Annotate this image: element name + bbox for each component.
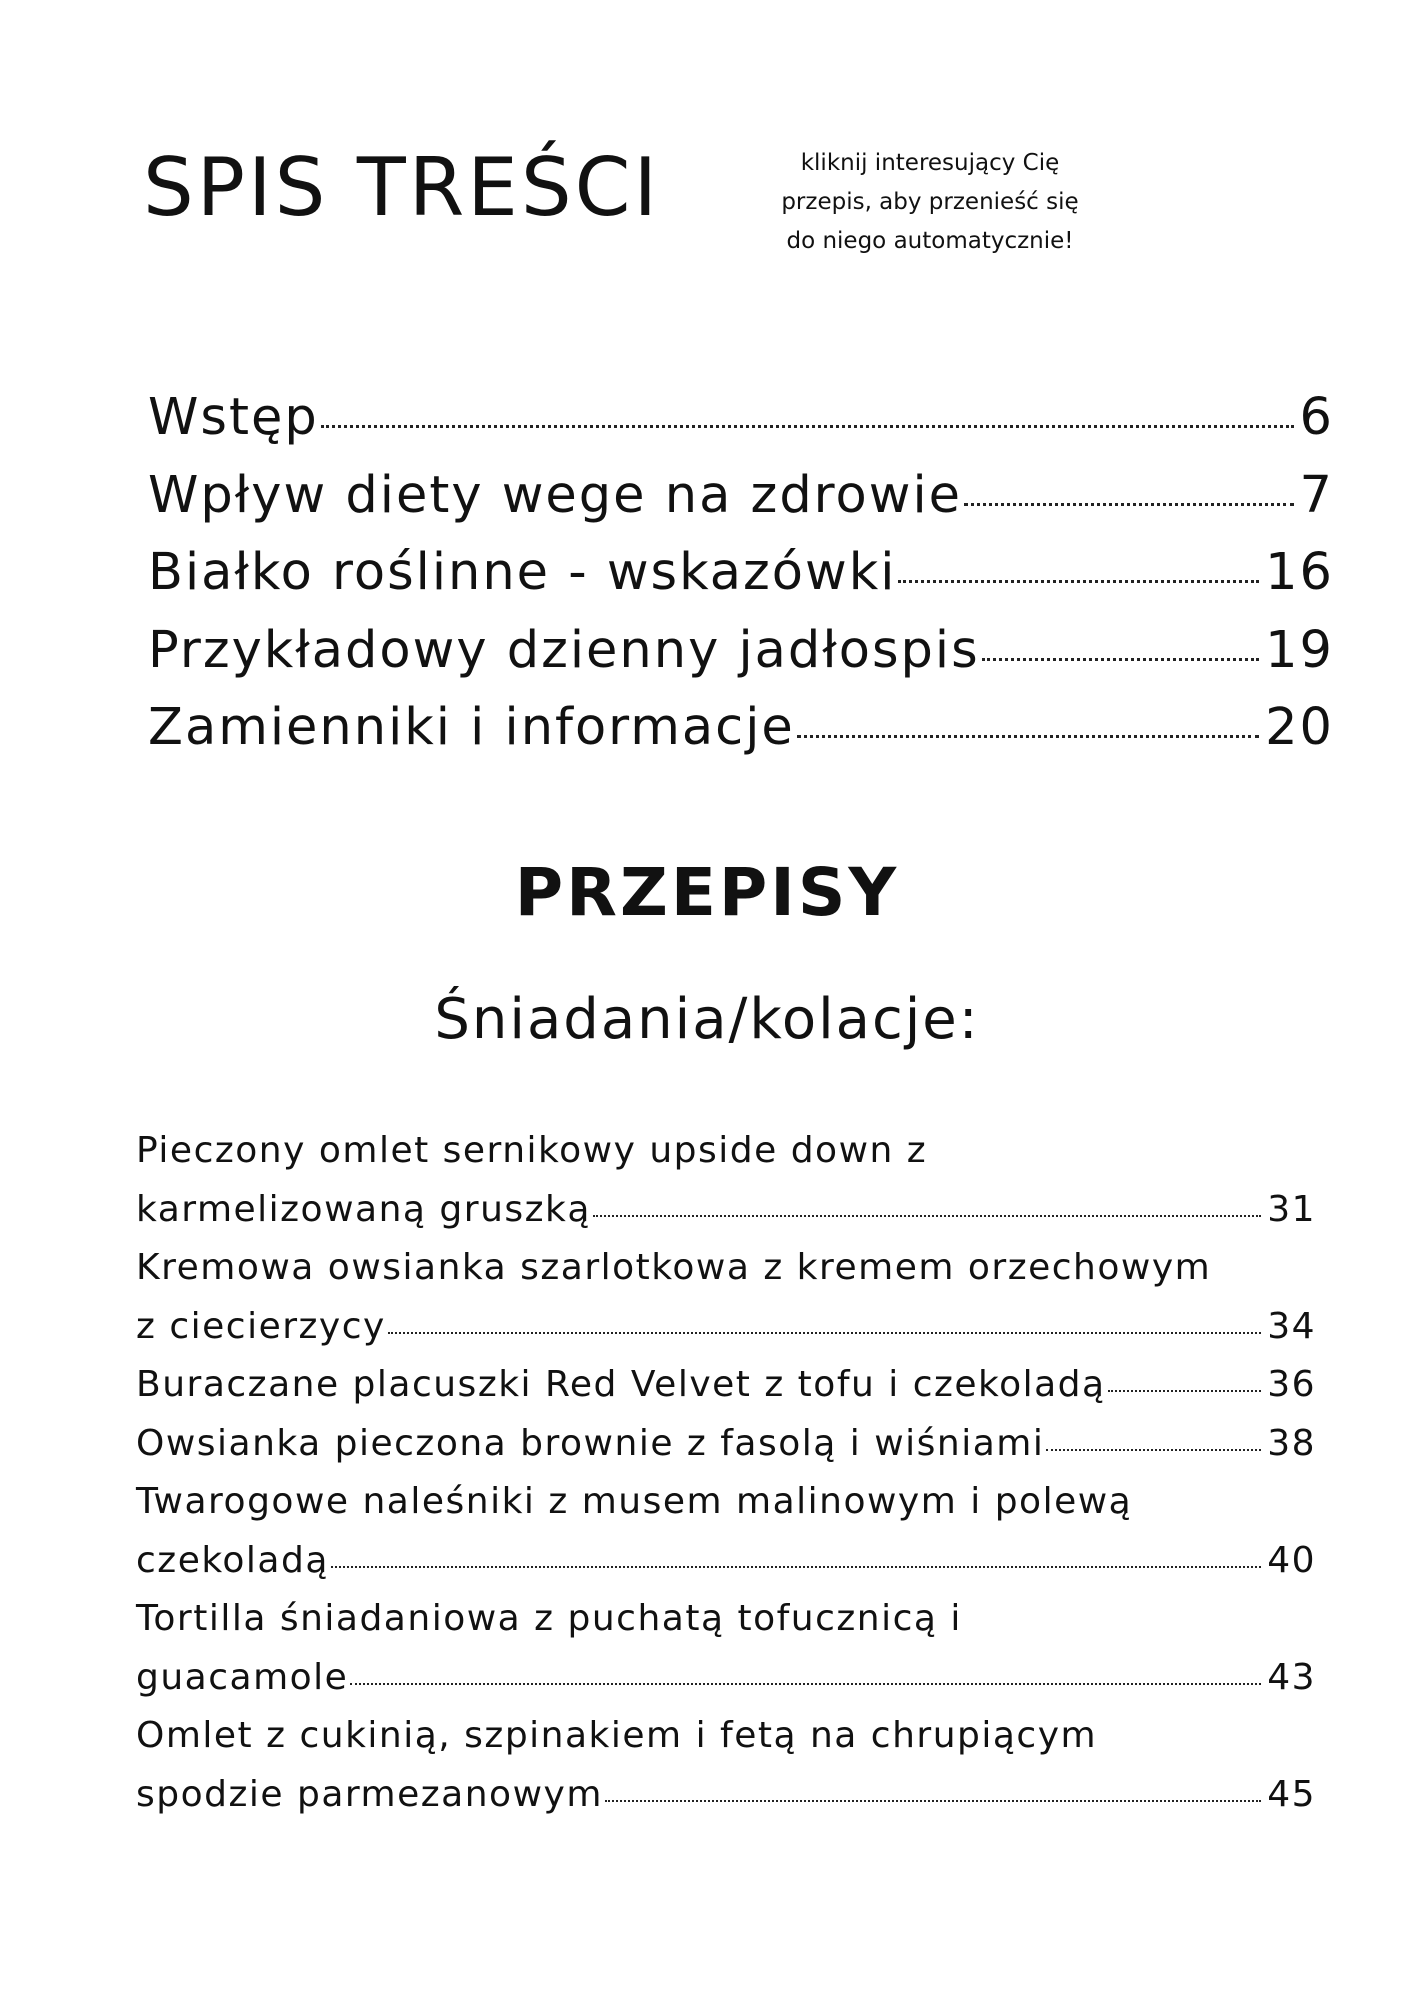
toc-entry-page: 7: [1299, 465, 1334, 525]
recipe-title-line: karmelizowaną gruszką: [136, 1188, 591, 1230]
recipe-title-line: guacamole: [136, 1656, 349, 1698]
recipes-heading: PRZEPISY: [514, 854, 900, 931]
toc-entry-page: 6: [1299, 388, 1334, 447]
instruction-note-line: przepis, aby przenieść się: [781, 189, 1079, 215]
toc-entry-title: Wpływ diety wege na zdrowie: [148, 465, 962, 525]
toc-entry-title: Białko roślinne - wskazówki: [148, 543, 897, 602]
instruction-note: [730, 144, 1130, 261]
recipe-link[interactable]: [136, 1590, 1316, 1707]
dot-leader: [1108, 1390, 1262, 1392]
dot-leader: [964, 503, 1294, 506]
dot-leader: [350, 1683, 1261, 1685]
toc-entry-title: Wstęp: [148, 388, 319, 447]
recipe-title-line: Omlet z cukinią, szpinakiem i fetą na chrupiącym: [136, 1715, 1098, 1756]
main-toc: [148, 388, 1334, 776]
recipe-page: 38: [1267, 1422, 1316, 1464]
page-title: SPIS TREŚCI: [143, 141, 661, 234]
recipe-title-line: Twarogowe naleśniki z musem malinowym i polewą: [136, 1481, 1133, 1522]
dot-leader: [1046, 1449, 1261, 1451]
recipe-page: 34: [1267, 1305, 1316, 1347]
instruction-note-line: kliknij interesujący Cię: [800, 150, 1060, 176]
dot-leader: [605, 1800, 1261, 1802]
toc-entry-link[interactable]: [148, 466, 1334, 544]
recipe-link[interactable]: [136, 1239, 1316, 1356]
recipe-link[interactable]: [136, 1707, 1316, 1824]
toc-entry-page: 19: [1265, 620, 1334, 680]
toc-entry-title: Przykładowy dzienny jadłospis: [148, 620, 980, 680]
dot-leader: [593, 1215, 1261, 1217]
recipe-title-line: Owsianka pieczona brownie z fasolą i wiśniami: [136, 1422, 1045, 1464]
instruction-note-line: do niego automatycznie!: [786, 228, 1074, 254]
recipe-title-line: spodzie parmezanowym: [136, 1773, 603, 1815]
toc-entry-link[interactable]: [148, 388, 1334, 466]
recipe-page: 43: [1267, 1656, 1316, 1698]
dot-leader: [331, 1566, 1261, 1568]
toc-entry-page: 20: [1265, 698, 1334, 757]
recipe-title-line: Buraczane placuszki Red Velvet z tofu i czekoladą: [136, 1364, 1106, 1405]
recipe-title-line: Pieczony omlet sernikowy upside down z: [136, 1130, 928, 1171]
recipe-page: 31: [1267, 1188, 1316, 1230]
recipe-title-line: z ciecierzycy: [136, 1305, 386, 1347]
dot-leader: [898, 580, 1259, 583]
toc-entry-page: 16: [1265, 543, 1334, 602]
recipe-title-line: Tortilla śniadaniowa z puchatą tofucznicą i: [136, 1598, 962, 1639]
recipe-page: 40: [1267, 1539, 1316, 1581]
toc-entry-title: Zamienniki i informacje: [148, 698, 795, 757]
toc-entry-link[interactable]: [148, 621, 1334, 699]
dot-leader: [321, 425, 1294, 428]
recipe-page: 45: [1267, 1773, 1316, 1815]
toc-entry-link[interactable]: [148, 543, 1334, 621]
dot-leader: [982, 658, 1259, 661]
recipe-page: 36: [1267, 1364, 1316, 1405]
recipe-link[interactable]: [136, 1122, 1316, 1239]
recipe-link[interactable]: [136, 1356, 1316, 1415]
dot-leader: [388, 1332, 1261, 1334]
dot-leader: [797, 735, 1259, 738]
section-heading: Śniadania/kolacje:: [434, 987, 980, 1052]
recipe-link[interactable]: [136, 1415, 1316, 1474]
toc-entry-link[interactable]: [148, 698, 1334, 776]
recipe-list: [136, 1122, 1316, 1824]
recipe-title-line: Kremowa owsianka szarlotkowa z kremem orzechowym: [136, 1247, 1212, 1288]
recipe-link[interactable]: [136, 1473, 1316, 1590]
recipe-title-line: czekoladą: [136, 1539, 329, 1581]
